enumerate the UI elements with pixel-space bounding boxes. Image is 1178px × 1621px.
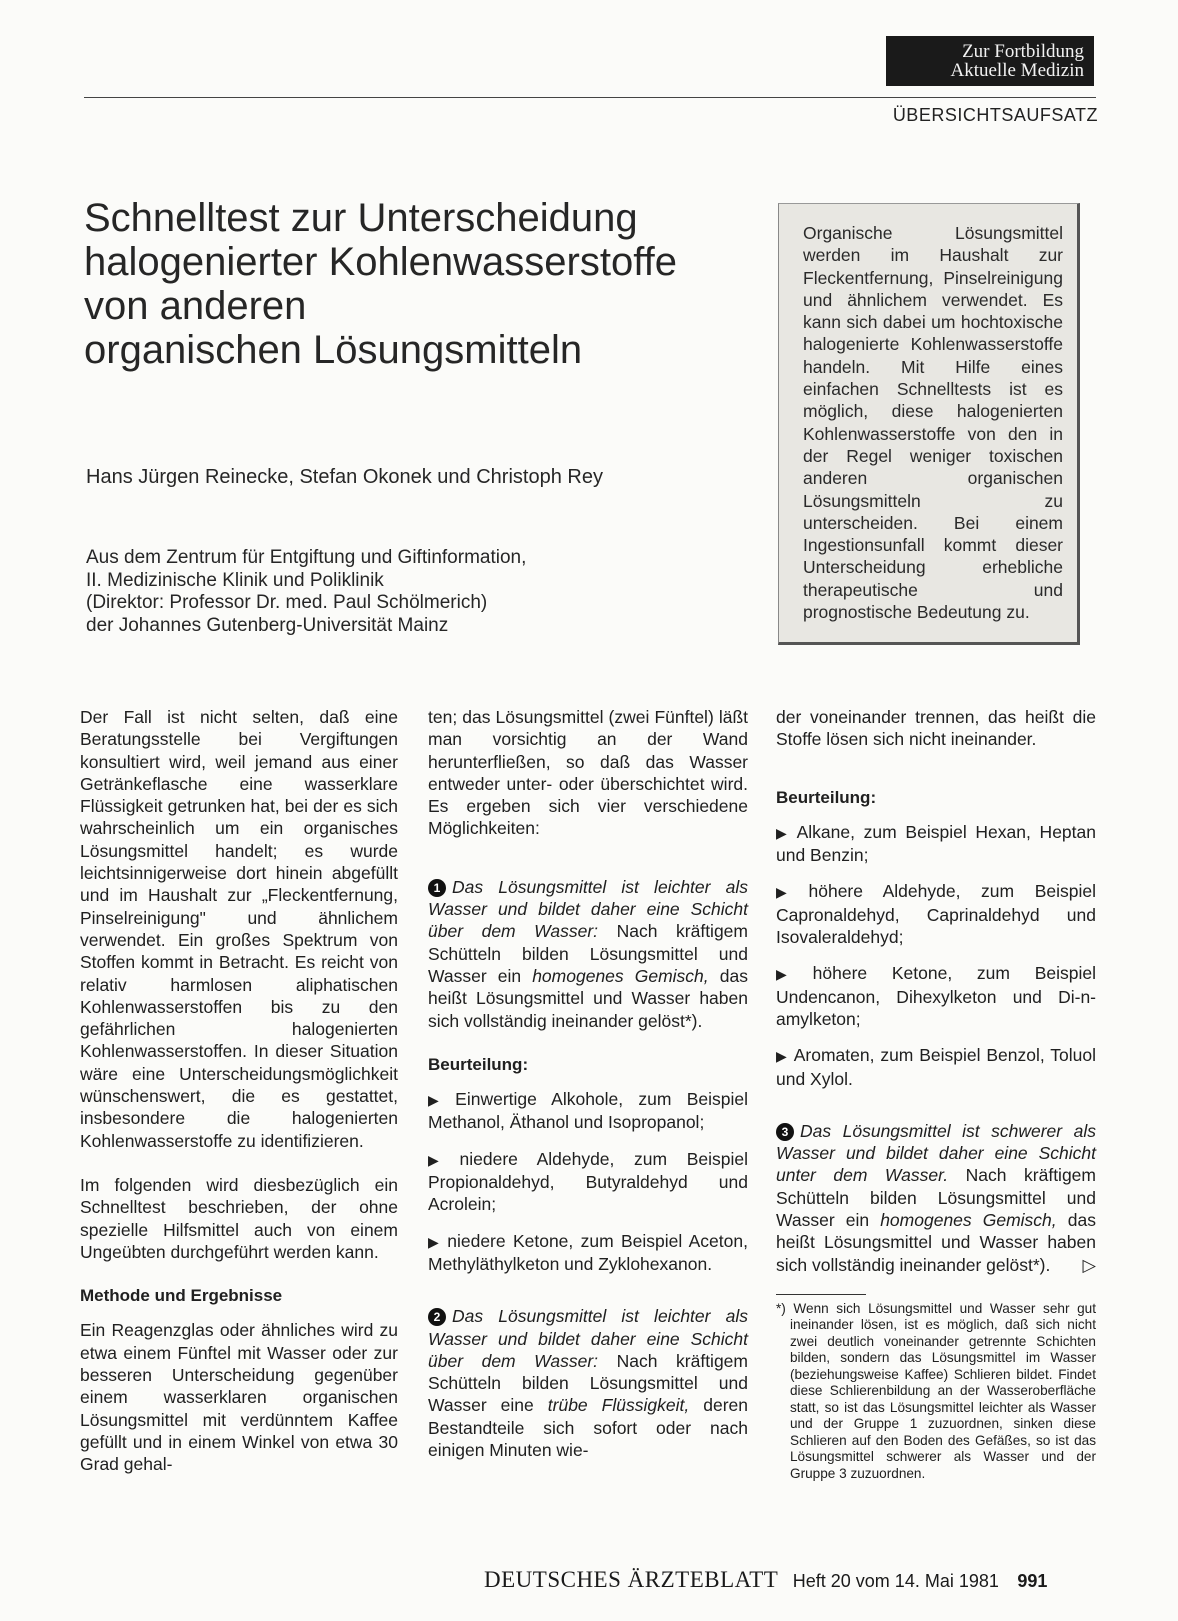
bullet-item [776, 962, 1096, 1030]
footnote: *) Wenn sich Lösungsmittel und Wasser sehr gut ineinander lösen, ist es möglich, daß sich nicht zwei deutlich voneinander getrennte Schichten bilden, sondern das Lösungsmittel im Wasser (beziehungsweise Kaffee) Schlieren bildet. Findet diese Schlierenbildung an der Wasseroberfläche statt, so ist das Lösungsmittel leichter als Wasser und der Gruppe 1 zuzuordnen, sinken diese Schlieren auf den Boden des Gefäßes, so ist das Lösungsmittel schwerer als Wasser und der Gruppe 3 zuzuordnen. [776, 1300, 1096, 1481]
title-line: Schnelltest zur Unterscheidung [84, 196, 638, 240]
affiliation [86, 547, 526, 637]
paragraph: Ein Reagenzglas oder ähnliches wird zu etwa einem Fünftel mit Wasser oder zur besseren Unterscheidung gegenüber einem wasserklaren organischen Lösungsmittel mit verdünntem Kaffee gefüllt und in einem Winkel von etwa 30 Grad gehal- [80, 1320, 398, 1475]
bullet-text: niedere Ketone, zum Beispiel Aceton, Methyläthylketon und Zyklohexanon. [428, 1230, 748, 1274]
case-text: das heißt Lösungsmittel und Wasser haben sich vollständig ineinander gelöst*). [776, 1210, 1096, 1275]
case-text: deren Bestandteile sich sofort oder nach einigen Minuten wie- [428, 1395, 748, 1461]
bullet-item [776, 880, 1096, 948]
section-label-line1: Zur Fortbildung [962, 41, 1084, 62]
continue-arrow-icon: ▷ [1082, 1254, 1096, 1275]
affiliation-line: Aus dem Zentrum für Entgiftung und Giftinformation, [86, 547, 527, 568]
issue-info: Heft 20 vom 14. Mai 1981 [792, 1571, 999, 1591]
case-emphasis: homogenes Gemisch, [532, 965, 709, 986]
section-label-box [886, 36, 1094, 86]
bullet-item [428, 1230, 748, 1276]
column-3 [776, 706, 1096, 1482]
triangle-bullet-icon: ▶ [428, 1092, 450, 1109]
case-text: das heißt Lösungsmittel und Wasser haben sich vollständig ineinander gelöst*). [428, 965, 748, 1031]
case-2-paragraph [428, 1305, 748, 1461]
section-heading: Beurteilung: [428, 1054, 529, 1074]
paragraph: der voneinander trennen, das heißt die Stoffe lösen sich nicht ineinander. [776, 707, 1096, 750]
number-badge-icon: 3 [776, 1123, 794, 1141]
case-1-statement: Das Lösungsmittel ist leichter als Wasser und bildet daher eine Schicht über dem Wasser: [428, 876, 748, 942]
triangle-bullet-icon: ▶ [776, 824, 791, 841]
case-text: Nach kräftigem Schütteln bilden Lösungsmittel und Wasser ein [428, 921, 748, 986]
number-badge-icon: 1 [428, 879, 446, 897]
title-line: organischen Lösungsmitteln [84, 328, 583, 372]
paragraph: Im folgenden wird diesbezüglich ein Schnelltest beschrieben, der ohne spezielle Hilfsmittel auch von einem Ungeübten durchgeführt werden kann. [80, 1174, 398, 1262]
bullet-text: Einwertige Alkohole, zum Beispiel Methanol, Äthanol und Isopropanol; [428, 1089, 748, 1133]
bullet-text: höhere Aldehyde, zum Beispiel Capronaldehyd, Caprinaldehyd und Isovaleraldehyd; [776, 881, 1096, 948]
case-2-statement: Das Lösungsmittel ist leichter als Wasser und bildet daher eine Schicht über dem Wasser: [428, 1306, 748, 1371]
case-text: Nach kräftigem Schütteln bilden Lösungsmittel und Wasser eine [428, 1350, 748, 1416]
page-number: 991 [1017, 1571, 1048, 1591]
bullet-text: niedere Aldehyde, zum Beispiel Propionaldehyd, Butyraldehyd und Acrolein; [428, 1148, 748, 1215]
case-3-statement: Das Lösungsmittel ist schwerer als Wasser und bildet daher eine Schicht unter dem Wasser. [776, 1120, 1096, 1186]
triangle-bullet-icon: ▶ [428, 1151, 454, 1168]
case-text: Nach kräftigem Schütteln bilden Lösungsmittel und Wasser ein [776, 1165, 1096, 1231]
triangle-bullet-icon: ▶ [428, 1233, 442, 1250]
case-1-paragraph [428, 876, 748, 1032]
case-emphasis: trübe Flüssigkeit, [547, 1395, 690, 1416]
bullet-item [776, 1044, 1096, 1090]
title-line: halogenierter Kohlenwasserstoffe [84, 240, 677, 284]
number-badge-icon: 2 [428, 1308, 446, 1326]
bullet-text: Alkane, zum Beispiel Hexan, Heptan und Benzin; [776, 821, 1096, 866]
affiliation-line: (Direktor: Professor Dr. med. Paul Schölmerich) [86, 592, 488, 613]
bullet-item [428, 1148, 748, 1216]
page-footer [484, 1567, 1047, 1593]
paragraph: Der Fall ist nicht selten, daß eine Beratungsstelle bei Vergiftungen konsultiert wird, weil jemand aus einer Getränkeflasche eine wasserklare Flüssigkeit getrunken hat, bei der es sich wahrscheinlich um ein organisches Lösungsmittel handelt; es wurde leichtsinnigerweise dort hinein abgefüllt und im Haushalt zur „Fleckentfernung, Pinselreinigung" und ähnlichem verwendet. Ein großes Spektrum von Stoffen kommt in Betracht. Es reicht von relativ harmlosen aliphatischen Kohlenwasserstoffen bis zu den gefährlichen halogenierten Kohlenwasserstoffen. In dieser Situation wäre eine Unterscheidungsmöglichkeit wünschenswert, die es gestattet, insbesondere die halogenierten Kohlenwasserstoffe zu identifizieren. [80, 707, 398, 1151]
affiliation-line: der Johannes Gutenberg-Universität Mainz [86, 614, 449, 636]
case-3-paragraph [776, 1120, 1096, 1276]
article-type: ÜBERSICHTSAUFSATZ [892, 105, 1098, 125]
journal-name: DEUTSCHES ÄRZTEBLATT [484, 1567, 779, 1592]
triangle-bullet-icon: ▶ [776, 884, 803, 901]
section-heading: Methode und Ergebnisse [80, 1286, 283, 1306]
header-rule [84, 97, 1096, 98]
triangle-bullet-icon: ▶ [776, 966, 807, 983]
section-heading: Beurteilung: [776, 787, 877, 807]
column-2 [428, 706, 748, 1483]
bullet-item [428, 1088, 748, 1134]
triangle-bullet-icon: ▶ [776, 1048, 788, 1065]
paragraph: ten; das Lösungsmittel (zwei Fünftel) läßt man vorsichtig an der Wand herunterfließen, so daß das Wasser entweder unter- oder überschichtet wird. Es ergeben sich vier verschiedene Möglichkeiten: [428, 707, 748, 839]
authors: Hans Jürgen Reinecke, Stefan Okonek und Christoph Rey [86, 466, 603, 488]
article-title [84, 196, 764, 372]
case-emphasis: homogenes Gemisch, [880, 1210, 1057, 1231]
bullet-item [776, 821, 1096, 867]
title-line: von anderen [84, 284, 307, 328]
bullet-text: Aromaten, zum Beispiel Benzol, Toluol und Xylol. [776, 1045, 1096, 1089]
section-label-line2: Aktuelle Medizin [950, 60, 1084, 81]
footnote-rule [776, 1294, 866, 1295]
column-1 [80, 706, 398, 1498]
abstract-box: Organische Lösungsmittel werden im Haushalt zur Fleckentfernung, Pinselreinigung und ähnlichem verwendet. Es kann sich dabei um hochtoxische halogenierte Kohlenwasserstoffe handeln. Mit Hilfe eines einfachen Schnelltests ist es möglich, diese halogenierten Kohlenwasserstoffe von den in der Regel weniger toxischen anderen organischen Lösungsmitteln zu unterscheiden. Bei einem Ingestionsunfall kommt dieser Unterscheidung erhebliche therapeutische und prognostische Bedeutung zu. [778, 203, 1080, 645]
affiliation-line: II. Medizinische Klinik und Poliklinik [86, 569, 384, 591]
bullet-text: höhere Ketone, zum Beispiel Undencanon, Dihexylketon und Di-n-amylketon; [776, 963, 1096, 1029]
